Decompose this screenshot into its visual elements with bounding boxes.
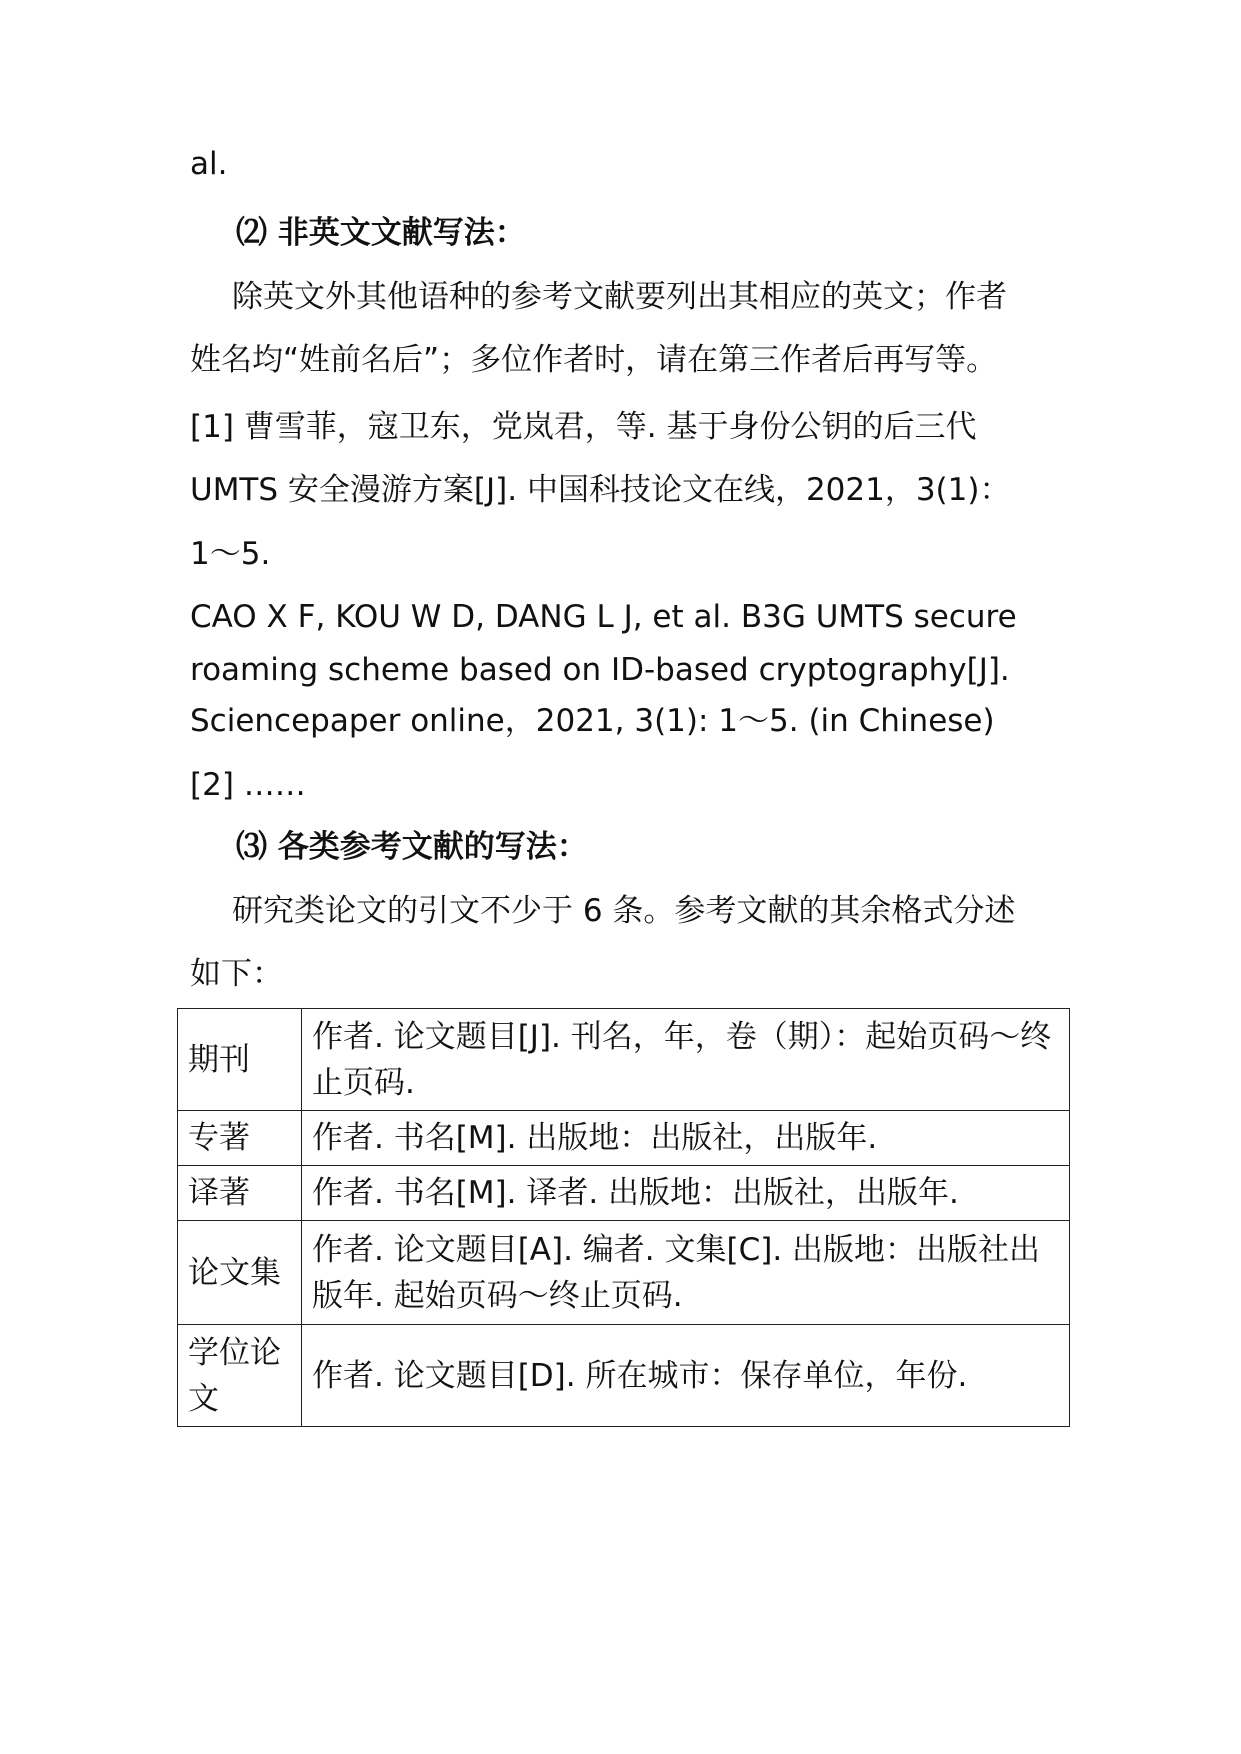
text-line: al. xyxy=(190,146,228,182)
table-row xyxy=(178,1009,1070,1111)
table-row xyxy=(178,1166,1070,1221)
type-cell: 译著 xyxy=(178,1166,302,1221)
section-heading: ⑶ 各类参考文献的写法： xyxy=(236,829,588,865)
type-cell: 期刊 xyxy=(178,1009,302,1111)
reference-line: 1～5. xyxy=(190,536,271,572)
table-row xyxy=(178,1221,1070,1325)
section-heading: ⑵ 非英文文献写法： xyxy=(236,215,526,251)
paragraph-line: 如下： xyxy=(190,956,283,992)
reference-english-line: Sciencepaper online，2021, 3(1): 1～5. (in Chinese) xyxy=(190,703,995,739)
reference-line: [2] …… xyxy=(190,767,306,803)
paragraph-line: 除英文外其他语种的参考文献要列出其相应的英文；作者 xyxy=(232,279,1007,315)
type-cell: 学位论文 xyxy=(178,1325,302,1427)
reference-line: UMTS 安全漫游方案[J]. 中国科技论文在线，2021，3(1)： xyxy=(190,472,1011,508)
format-cell: 作者. 书名[M]. 出版地：出版社，出版年. xyxy=(302,1111,1070,1166)
paragraph-line: 研究类论文的引文不少于 6 条。参考文献的其余格式分述 xyxy=(232,893,1016,929)
type-cell: 专著 xyxy=(178,1111,302,1166)
format-cell: 作者. 论文题目[J]. 刊名，年，卷（期）：起始页码～终止页码. xyxy=(302,1009,1070,1111)
paragraph-line: 姓名均“姓前名后”；多位作者时，请在第三作者后再写等。 xyxy=(190,342,998,378)
format-cell: 作者. 书名[M]. 译者. 出版地：出版社，出版年. xyxy=(302,1166,1070,1221)
type-cell: 论文集 xyxy=(178,1221,302,1325)
table-row xyxy=(178,1325,1070,1427)
table-row xyxy=(178,1111,1070,1166)
format-cell: 作者. 论文题目[D]. 所在城市：保存单位，年份. xyxy=(302,1325,1070,1427)
format-cell: 作者. 论文题目[A]. 编者. 文集[C]. 出版地：出版社出版年. 起始页码～终止页码. xyxy=(302,1221,1070,1325)
reference-line: [1] 曹雪菲，寇卫东，党岚君，等. 基于身份公钥的后三代 xyxy=(190,409,977,445)
reference-english-line: CAO X F, KOU W D, DANG L J, et al. B3G UMTS secure xyxy=(190,599,1017,635)
reference-format-table xyxy=(177,1008,1070,1427)
reference-english-line: roaming scheme based on ID-based cryptography[J]. xyxy=(190,652,1010,688)
